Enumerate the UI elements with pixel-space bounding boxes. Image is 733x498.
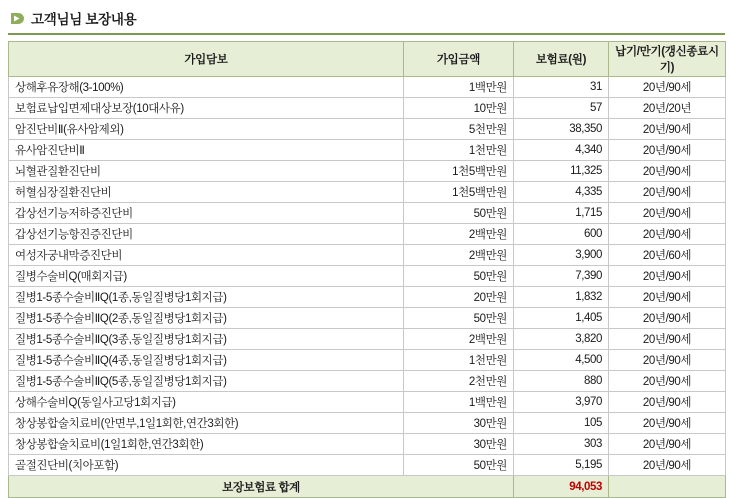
- coverage-amount: 2천만원: [404, 371, 514, 392]
- coverage-premium: 3,900: [514, 245, 609, 266]
- coverage-term: 20년/90세: [609, 308, 726, 329]
- coverage-amount: 20만원: [404, 287, 514, 308]
- coverage-premium: 880: [514, 371, 609, 392]
- coverage-term: 20년/90세: [609, 287, 726, 308]
- table-body: [9, 77, 726, 476]
- page-title: 고객님님 보장내용: [31, 12, 137, 27]
- coverage-amount: 50만원: [404, 266, 514, 287]
- coverage-name: 질병1-5종수술비ⅡQ(4종,동일질병당1회지급): [9, 350, 404, 371]
- coverage-premium: 600: [514, 224, 609, 245]
- coverage-amount: 1천만원: [404, 350, 514, 371]
- table-row: [9, 119, 726, 140]
- table-row: [9, 224, 726, 245]
- coverage-name: 질병1-5종수술비ⅡQ(3종,동일질병당1회지급): [9, 329, 404, 350]
- coverage-amount: 1천5백만원: [404, 161, 514, 182]
- coverage-premium: 4,340: [514, 140, 609, 161]
- page-title-bar: [8, 8, 725, 35]
- table-header-row: [9, 42, 726, 77]
- table-row: [9, 329, 726, 350]
- coverage-name: 암진단비Ⅱ(유사암제외): [9, 119, 404, 140]
- coverage-term: 20년/90세: [609, 203, 726, 224]
- coverage-name: 뇌혈관질환진단비: [9, 161, 404, 182]
- coverage-premium: 7,390: [514, 266, 609, 287]
- coverage-name: 갑상선기능저하증진단비: [9, 203, 404, 224]
- column-header-premium: 보험료(원): [514, 42, 609, 77]
- coverage-premium: 5,195: [514, 455, 609, 476]
- coverage-amount: 1천5백만원: [404, 182, 514, 203]
- coverage-name: 상해수술비Q(동일사고당1회지급): [9, 392, 404, 413]
- coverage-premium: 31: [514, 77, 609, 98]
- coverage-premium: 4,335: [514, 182, 609, 203]
- table-row: [9, 413, 726, 434]
- coverage-name: 유사암진단비Ⅱ: [9, 140, 404, 161]
- coverage-premium: 1,405: [514, 308, 609, 329]
- coverage-term: 20년/20년: [609, 98, 726, 119]
- table-row: [9, 203, 726, 224]
- coverage-term: 20년/60세: [609, 245, 726, 266]
- coverage-premium: 3,820: [514, 329, 609, 350]
- coverage-amount: 5천만원: [404, 119, 514, 140]
- coverage-amount: 2백만원: [404, 245, 514, 266]
- table-row: [9, 308, 726, 329]
- table-row: [9, 77, 726, 98]
- coverage-term: 20년/90세: [609, 371, 726, 392]
- coverage-amount: 10만원: [404, 98, 514, 119]
- coverage-amount: 50만원: [404, 455, 514, 476]
- table-row: [9, 392, 726, 413]
- coverage-name: 보험료납입면제대상보장(10대사유): [9, 98, 404, 119]
- coverage-term: 20년/90세: [609, 350, 726, 371]
- coverage-premium: 4,500: [514, 350, 609, 371]
- coverage-name: 허혈심장질환진단비: [9, 182, 404, 203]
- coverage-amount: 1백만원: [404, 392, 514, 413]
- total-row: [9, 476, 726, 498]
- arrow-bullet-icon: [10, 11, 25, 26]
- table-row: [9, 98, 726, 119]
- coverage-table: [8, 41, 726, 498]
- coverage-name: 질병수술비Q(매회지급): [9, 266, 404, 287]
- coverage-term: 20년/90세: [609, 455, 726, 476]
- coverage-name: 창상봉합술치료비(안면부,1일1회한,연간3회한): [9, 413, 404, 434]
- coverage-name: 여성자궁내막증진단비: [9, 245, 404, 266]
- table-row: [9, 182, 726, 203]
- column-header-amount: 가입금액: [404, 42, 514, 77]
- coverage-amount: 1백만원: [404, 77, 514, 98]
- coverage-term: 20년/90세: [609, 413, 726, 434]
- coverage-amount: 1천만원: [404, 140, 514, 161]
- coverage-premium: 1,715: [514, 203, 609, 224]
- coverage-term: 20년/90세: [609, 329, 726, 350]
- coverage-name: 질병1-5종수술비ⅡQ(2종,동일질병당1회지급): [9, 308, 404, 329]
- coverage-amount: 30만원: [404, 434, 514, 455]
- coverage-premium: 105: [514, 413, 609, 434]
- total-label: 보장보험료 합계: [9, 476, 514, 498]
- coverage-name: 상해후유장해(3-100%): [9, 77, 404, 98]
- coverage-term: 20년/90세: [609, 119, 726, 140]
- table-row: [9, 161, 726, 182]
- table-row: [9, 245, 726, 266]
- coverage-premium: 3,970: [514, 392, 609, 413]
- table-row: [9, 371, 726, 392]
- table-row: [9, 287, 726, 308]
- table-row: [9, 266, 726, 287]
- coverage-amount: 50만원: [404, 308, 514, 329]
- column-header-term: 납기/만기(갱신종료시기): [609, 42, 726, 77]
- coverage-premium: 1,832: [514, 287, 609, 308]
- coverage-name: 질병1-5종수술비ⅡQ(5종,동일질병당1회지급): [9, 371, 404, 392]
- coverage-name: 골절진단비(치아포함): [9, 455, 404, 476]
- column-header-coverage: 가입담보: [9, 42, 404, 77]
- coverage-name: 갑상선기능항진증진단비: [9, 224, 404, 245]
- coverage-amount: 50만원: [404, 203, 514, 224]
- coverage-amount: 30만원: [404, 413, 514, 434]
- coverage-amount: 2백만원: [404, 224, 514, 245]
- coverage-term: 20년/90세: [609, 266, 726, 287]
- coverage-premium: 38,350: [514, 119, 609, 140]
- coverage-term: 20년/90세: [609, 161, 726, 182]
- coverage-name: 질병1-5종수술비ⅡQ(1종,동일질병당1회지급): [9, 287, 404, 308]
- total-value: 94,053: [514, 476, 609, 498]
- coverage-term: 20년/90세: [609, 140, 726, 161]
- coverage-name: 창상봉합술치료비(1일1회한,연간3회한): [9, 434, 404, 455]
- coverage-term: 20년/90세: [609, 392, 726, 413]
- table-row: [9, 455, 726, 476]
- table-row: [9, 350, 726, 371]
- coverage-premium: 57: [514, 98, 609, 119]
- table-row: [9, 434, 726, 455]
- coverage-premium: 11,325: [514, 161, 609, 182]
- coverage-term: 20년/90세: [609, 224, 726, 245]
- coverage-term: 20년/90세: [609, 182, 726, 203]
- table-row: [9, 140, 726, 161]
- coverage-amount: 2백만원: [404, 329, 514, 350]
- total-blank-cell: [609, 476, 726, 498]
- coverage-premium: 303: [514, 434, 609, 455]
- coverage-term: 20년/90세: [609, 77, 726, 98]
- coverage-term: 20년/90세: [609, 434, 726, 455]
